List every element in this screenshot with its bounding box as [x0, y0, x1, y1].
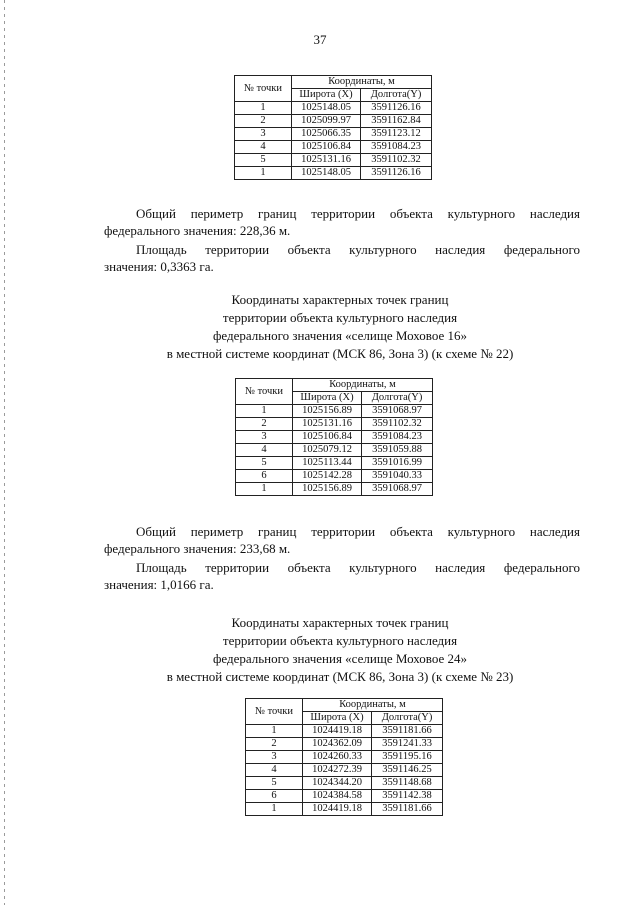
section-heading-3 — [90, 614, 590, 686]
table-row — [235, 154, 432, 167]
point-number-cell: 3 — [235, 128, 292, 141]
header-latitude: Широта (X) — [292, 89, 361, 102]
point-number-cell: 2 — [236, 418, 293, 431]
table-row — [236, 418, 433, 431]
latitude-cell: 1024419.18 — [303, 725, 372, 738]
heading-line: территории объекта культурного наследия — [222, 633, 458, 648]
latitude-cell: 1024362.09 — [303, 738, 372, 751]
header-point-number: № точки — [236, 379, 293, 405]
perimeter-text: федерального значения: 233,68 м. — [104, 541, 291, 556]
heading-line: в местной системе координат (МСК 86, Зона 3) (к схеме № 22) — [166, 346, 514, 361]
header-coordinates: Координаты, м — [292, 76, 432, 89]
coordinates-table-3 — [245, 698, 443, 816]
area-text: Площадь территории объекта культурного наследия федерального — [136, 560, 580, 575]
point-number-cell: 1 — [235, 167, 292, 180]
latitude-cell: 1024272.39 — [303, 764, 372, 777]
table-row — [246, 764, 443, 777]
heading-line: федерального значения «селище Моховое 24» — [212, 651, 468, 666]
latitude-cell: 1025106.84 — [293, 431, 362, 444]
point-number-cell: 6 — [236, 470, 293, 483]
header-longitude: Долгота(Y) — [372, 712, 443, 725]
latitude-cell: 1025113.44 — [293, 457, 362, 470]
latitude-cell: 1024384.58 — [303, 790, 372, 803]
perimeter-paragraph-1 — [104, 205, 580, 239]
longitude-cell: 3591148.68 — [372, 777, 443, 790]
point-number-cell: 1 — [235, 102, 292, 115]
table-row — [236, 444, 433, 457]
table-body — [246, 725, 443, 816]
binding-margin-line — [4, 0, 5, 905]
longitude-cell: 3591084.23 — [361, 141, 432, 154]
latitude-cell: 1025148.05 — [292, 102, 361, 115]
latitude-cell: 1025066.35 — [292, 128, 361, 141]
latitude-cell: 1025079.12 — [293, 444, 362, 457]
header-longitude: Долгота(Y) — [361, 89, 432, 102]
table-row — [246, 790, 443, 803]
table-row — [236, 431, 433, 444]
longitude-cell: 3591102.32 — [361, 154, 432, 167]
latitude-cell: 1024260.33 — [303, 751, 372, 764]
table-row — [246, 777, 443, 790]
heading-line: федерального значения «селище Моховое 16» — [212, 328, 468, 343]
latitude-cell: 1025156.89 — [293, 405, 362, 418]
longitude-cell: 3591195.16 — [372, 751, 443, 764]
point-number-cell: 1 — [246, 725, 303, 738]
area-paragraph-2 — [104, 559, 580, 593]
table-row — [236, 483, 433, 496]
heading-line: Координаты характерных точек границ — [231, 292, 449, 307]
longitude-cell: 3591126.16 — [361, 167, 432, 180]
longitude-cell: 3591126.16 — [361, 102, 432, 115]
table-body — [235, 102, 432, 180]
page-number: 37 — [313, 32, 327, 47]
latitude-cell: 1025106.84 — [292, 141, 361, 154]
perimeter-text: Общий периметр границ территории объекта культурного наследия — [136, 524, 580, 539]
coordinates-table-2 — [235, 378, 433, 496]
heading-line: территории объекта культурного наследия — [222, 310, 458, 325]
point-number-cell: 5 — [235, 154, 292, 167]
table-row — [235, 167, 432, 180]
point-number-cell: 2 — [246, 738, 303, 751]
longitude-cell: 3591181.66 — [372, 803, 443, 816]
table-row — [235, 115, 432, 128]
table-row — [246, 738, 443, 751]
table-row — [235, 128, 432, 141]
point-number-cell: 1 — [246, 803, 303, 816]
latitude-cell: 1024344.20 — [303, 777, 372, 790]
header-coordinates: Координаты, м — [293, 379, 433, 392]
table-row — [236, 405, 433, 418]
latitude-cell: 1025131.16 — [292, 154, 361, 167]
latitude-cell: 1025156.89 — [293, 483, 362, 496]
coordinates-table-1 — [234, 75, 432, 180]
point-number-cell: 5 — [246, 777, 303, 790]
header-point-number: № точки — [246, 699, 303, 725]
longitude-cell: 3591059.88 — [362, 444, 433, 457]
perimeter-text: Общий периметр границ территории объекта культурного наследия — [136, 206, 580, 221]
header-latitude: Широта (X) — [293, 392, 362, 405]
longitude-cell: 3591146.25 — [372, 764, 443, 777]
table-row — [246, 803, 443, 816]
point-number-cell: 4 — [236, 444, 293, 457]
area-text: Площадь территории объекта культурного наследия федерального — [136, 242, 580, 257]
longitude-cell: 3591102.32 — [362, 418, 433, 431]
header-longitude: Долгота(Y) — [362, 392, 433, 405]
point-number-cell: 4 — [235, 141, 292, 154]
table-row — [246, 751, 443, 764]
point-number-cell: 2 — [235, 115, 292, 128]
latitude-cell: 1025148.05 — [292, 167, 361, 180]
area-text: значения: 1,0166 га. — [104, 577, 214, 592]
heading-line: в местной системе координат (МСК 86, Зона 3) (к схеме № 23) — [166, 669, 514, 684]
longitude-cell: 3591142.38 — [372, 790, 443, 803]
longitude-cell: 3591241.33 — [372, 738, 443, 751]
longitude-cell: 3591016.99 — [362, 457, 433, 470]
table-row — [235, 102, 432, 115]
longitude-cell: 3591084.23 — [362, 431, 433, 444]
longitude-cell: 3591068.97 — [362, 483, 433, 496]
table-row — [236, 470, 433, 483]
table-body — [236, 405, 433, 496]
table-row — [246, 725, 443, 738]
longitude-cell: 3591181.66 — [372, 725, 443, 738]
longitude-cell: 3591123.12 — [361, 128, 432, 141]
heading-line: Координаты характерных точек границ — [231, 615, 449, 630]
latitude-cell: 1025142.28 — [293, 470, 362, 483]
latitude-cell: 1024419.18 — [303, 803, 372, 816]
point-number-cell: 6 — [246, 790, 303, 803]
perimeter-paragraph-2 — [104, 523, 580, 557]
table-row — [236, 457, 433, 470]
area-paragraph-1 — [104, 241, 580, 275]
point-number-cell: 1 — [236, 405, 293, 418]
longitude-cell: 3591068.97 — [362, 405, 433, 418]
table-row — [235, 141, 432, 154]
header-point-number: № точки — [235, 76, 292, 102]
point-number-cell: 1 — [236, 483, 293, 496]
point-number-cell: 3 — [236, 431, 293, 444]
point-number-cell: 3 — [246, 751, 303, 764]
latitude-cell: 1025099.97 — [292, 115, 361, 128]
section-heading-2 — [90, 291, 590, 363]
area-text: значения: 0,3363 га. — [104, 259, 214, 274]
point-number-cell: 5 — [236, 457, 293, 470]
header-latitude: Широта (X) — [303, 712, 372, 725]
longitude-cell: 3591162.84 — [361, 115, 432, 128]
longitude-cell: 3591040.33 — [362, 470, 433, 483]
point-number-cell: 4 — [246, 764, 303, 777]
latitude-cell: 1025131.16 — [293, 418, 362, 431]
perimeter-text: федерального значения: 228,36 м. — [104, 223, 291, 238]
header-coordinates: Координаты, м — [303, 699, 443, 712]
